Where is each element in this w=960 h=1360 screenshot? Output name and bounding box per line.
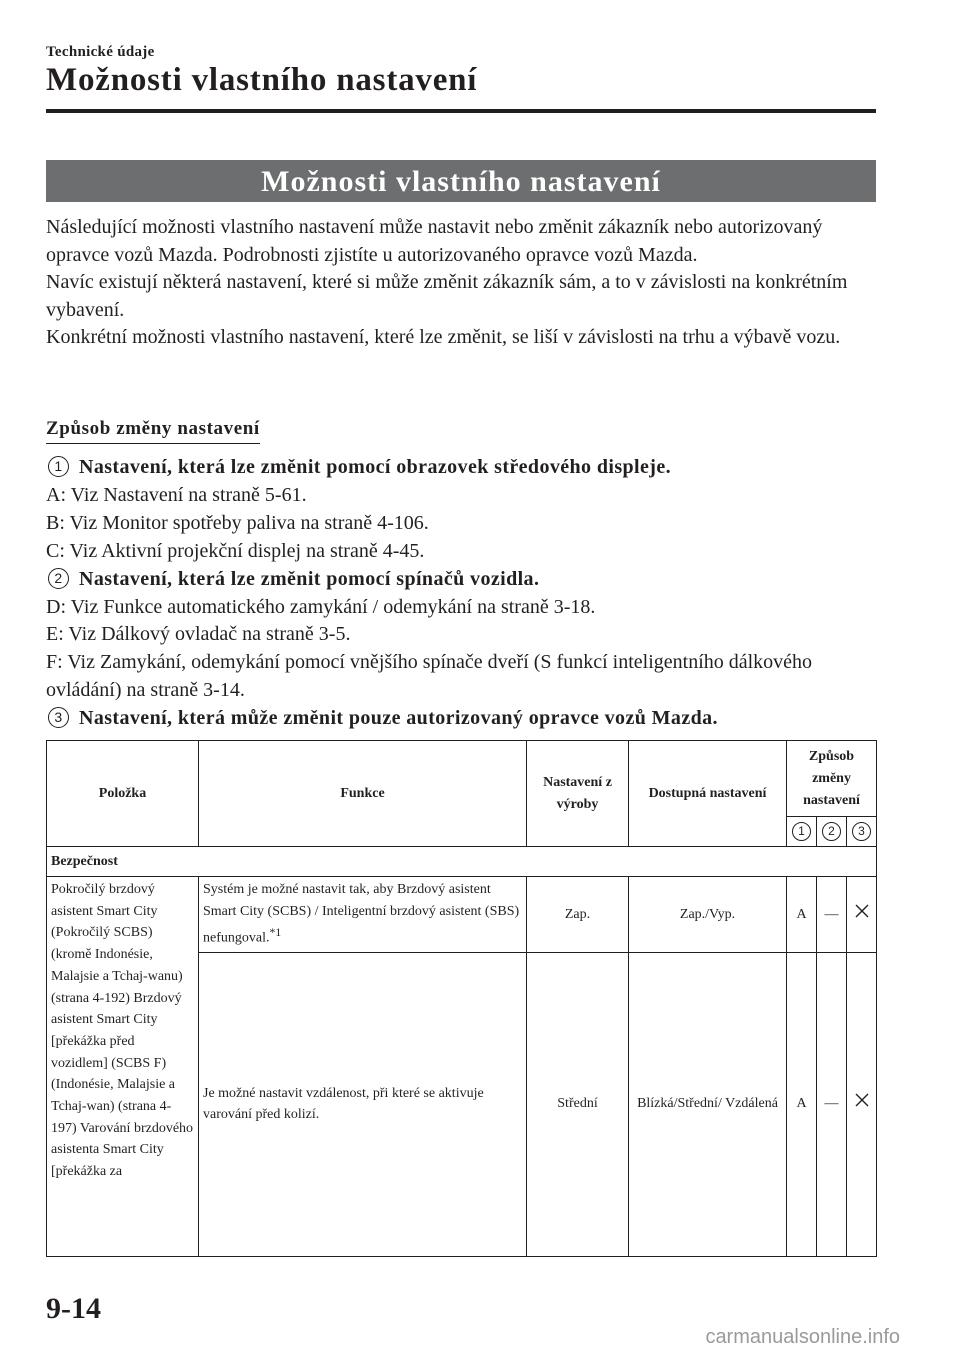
function-cell (199, 877, 527, 953)
header-rule (46, 109, 876, 113)
available-cell: Zap./Vyp. (629, 877, 787, 953)
methods-list (46, 454, 886, 733)
header-factory: Nastavení z výroby (527, 741, 629, 847)
method-2-ref: D: Viz Funkce automatického zamykání / odemykání na straně 3-18. (46, 595, 596, 618)
intro-text (46, 214, 886, 352)
header-item: Položka (47, 741, 199, 847)
method-heading: Způsob změny nastavení (46, 418, 260, 444)
method-1-ref: C: Viz Aktivní projekční displej na straně 4-45. (46, 539, 425, 562)
cross-icon (854, 1092, 870, 1108)
method-2-heading (46, 566, 886, 594)
available-cell: Blízká/Střední/ Vzdálená (629, 952, 787, 1256)
function-cell: Je možné nastavit vzdálenost, při které se aktivuje varování před kolizí. (199, 952, 527, 1256)
method-2-cell: — (817, 952, 847, 1256)
circled-number-1-icon: 1 (48, 456, 69, 477)
header-function: Funkce (199, 741, 527, 847)
circled-number-3-icon: 3 (852, 822, 871, 841)
factory-cell: Zap. (527, 877, 629, 953)
header-method-2 (817, 817, 847, 847)
method-2-ref: F: Viz Zamykání, odemykání pomocí vnějšího spínače dveří (S funkcí inteligentního dálkového ovládání) na straně 3-14. (46, 651, 813, 702)
section-row: Bezpečnost (47, 847, 877, 877)
settings-table (46, 740, 877, 1257)
section-banner: Možnosti vlastního nastavení (46, 160, 876, 202)
method-1-ref: A: Viz Nastavení na straně 5-61. (46, 483, 307, 506)
header-method: Způsob změny nastavení (787, 741, 877, 817)
method-2-cell: — (817, 877, 847, 953)
circled-number-2-icon: 2 (48, 568, 69, 589)
page-number: 9-14 (46, 1292, 101, 1325)
header-method-3 (847, 817, 877, 847)
cross-icon (854, 903, 870, 919)
watermark: carmanualsonline.info (705, 1326, 900, 1348)
method-1-cell: A (787, 877, 817, 953)
factory-cell: Střední (527, 952, 629, 1256)
item-cell: Pokročilý brzdový asistent Smart City (Pokročilý SCBS) (kromě Indonésie, Malajsie a Tchaj-wanu) (strana 4-192) Brzdový asistent Smart City [překážka před vozidlem] (SCBS F) (Indonésie, Malajsie a Tchaj-wan) (strana 4-197) Varování brzdového asistenta Smart City [překážka za (47, 877, 199, 1257)
method-3-heading (46, 705, 886, 733)
method-3-cell (847, 952, 877, 1256)
method-1-heading (46, 454, 886, 482)
method-3-cell (847, 877, 877, 953)
circled-number-2-icon: 2 (822, 822, 841, 841)
method-1-title: Nastavení, která lze změnit pomocí obrazovek středového displeje. (79, 456, 672, 478)
method-1-cell: A (787, 952, 817, 1256)
section-label: Technické údaje (46, 44, 155, 60)
chapter-title: Možnosti vlastního nastavení (46, 62, 478, 98)
header-available: Dostupná nastavení (629, 741, 787, 847)
method-1-ref: B: Viz Monitor spotřeby paliva na straně 4-106. (46, 511, 429, 534)
method-2-ref: E: Viz Dálkový ovladač na straně 3-5. (46, 623, 351, 646)
function-text: Systém je možné nastavit tak, aby Brzdový asistent Smart City (SCBS) / Inteligentní brzdový asistent (SBS) nefungoval. (203, 882, 520, 947)
circled-number-3-icon: 3 (48, 707, 69, 728)
method-2-title: Nastavení, která lze změnit pomocí spínačů vozidla. (79, 567, 540, 590)
footnote-ref: *1 (269, 926, 282, 940)
intro-paragraph: Následující možnosti vlastního nastavení může nastavit nebo změnit zákazník nebo autorizovaný opravce vozů Mazda. Podrobnosti zjistíte u autorizovaného opravce vozů Mazda. (46, 216, 823, 266)
method-3-title: Nastavení, která může změnit pouze autorizovaný opravce vozů Mazda. (79, 707, 718, 730)
intro-paragraph: Konkrétní možnosti vlastního nastavení, které lze změnit, se liší v závislosti na trhu a výbavě vozu. (46, 326, 841, 348)
intro-paragraph: Navíc existují některá nastavení, které si může změnit zákazník sám, a to v závislosti na konkrétním vybavení. (46, 271, 848, 321)
circled-number-1-icon: 1 (792, 822, 811, 841)
header-method-1 (787, 817, 817, 847)
